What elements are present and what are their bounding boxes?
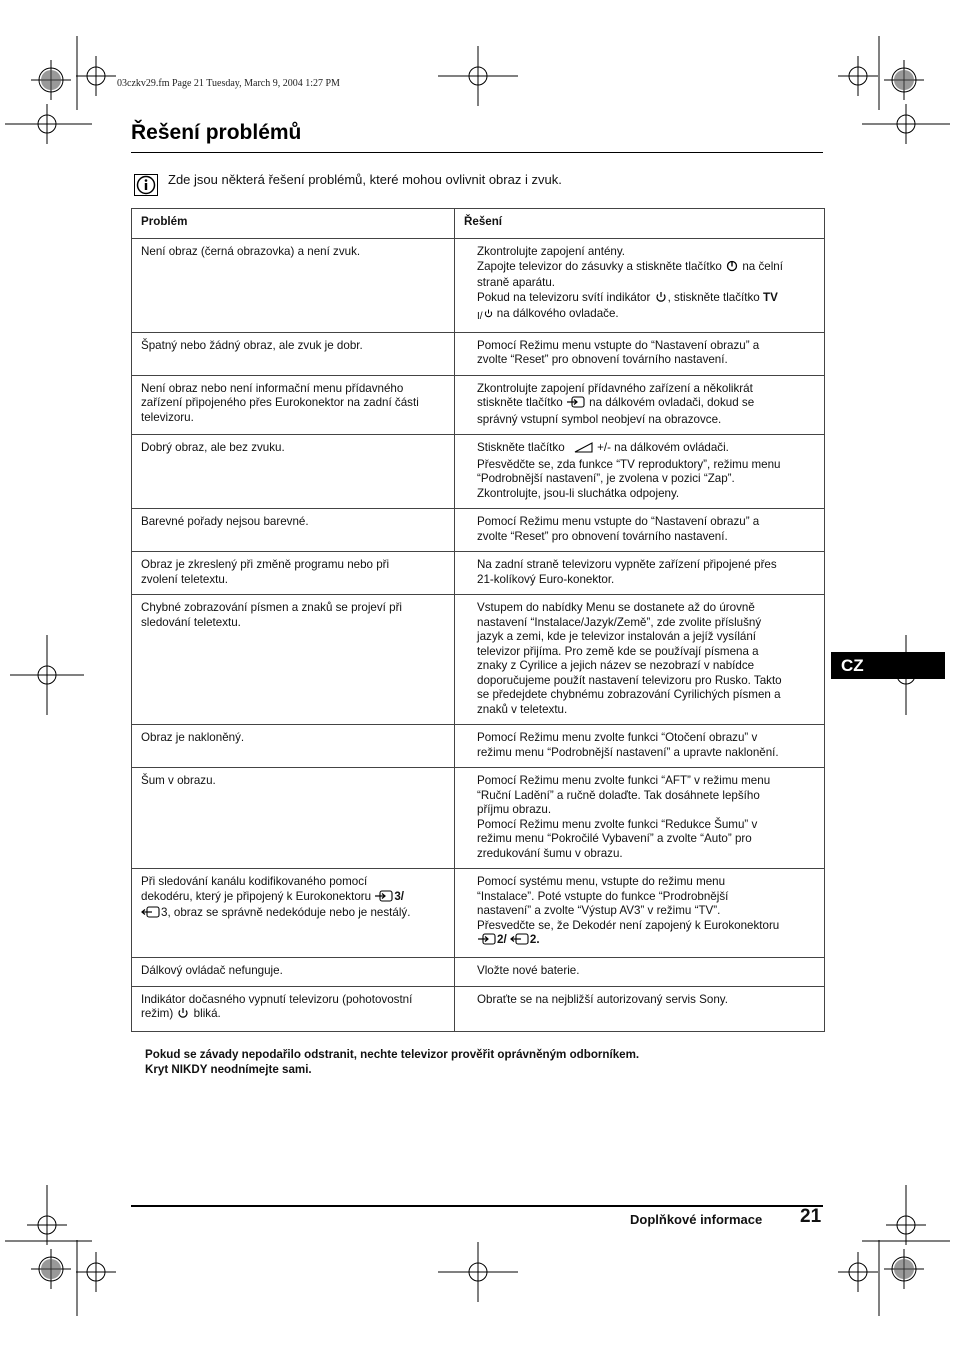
solution-text: Pomocí Režimu menu vstupte do “Nastavení obrazu” a: [477, 515, 760, 528]
solution-text: Pomocí Režimu menu zvolte funkci “AFT” v režimu menu: [477, 774, 771, 787]
solution-text: správný vstupní symbol neobjeví na obrazovce.: [477, 412, 722, 426]
problem-text: Chybné zobrazování písmen a znaků se projeví při: [141, 601, 403, 614]
solution-cell: [455, 986, 825, 1031]
standby-icon: [176, 1007, 190, 1024]
table-row: [132, 986, 825, 1031]
solution-cell: [455, 957, 825, 986]
solution-cell: [455, 375, 825, 435]
solution-text: Pomocí systému menu, vstupte do režimu menu: [477, 875, 726, 888]
solution-text: příjmu obrazu.: [477, 803, 552, 816]
problem-text: Indikátor dočasného vypnutí televizoru (pohotovostní: [141, 992, 413, 1006]
solution-text: Zkontrolujte zapojení antény.: [477, 245, 626, 258]
solution-text: straně aparátu.: [477, 276, 555, 289]
solution-text: Obraťte se na nejbližší autorizovaný servis Sony.: [477, 992, 728, 1006]
solution-text: nastavení” a zvolte “Výstup AV3” v režimu “TV”.: [477, 904, 721, 917]
problem-text: 3/: [394, 889, 404, 903]
standby-icon: [654, 291, 668, 308]
solution-text: na dálkovém ovladači, dokud se: [589, 396, 755, 409]
solution-text: Pomocí Režimu menu zvolte funkci “Otočení obrazu” v: [477, 731, 758, 744]
problem-cell: [132, 239, 455, 333]
solution-text: 2.: [529, 933, 540, 946]
problem-text: Šum v obrazu.: [141, 774, 216, 787]
table-row: [132, 332, 825, 375]
problem-text: režim): [141, 1007, 174, 1020]
scart-output-icon: [510, 933, 530, 950]
problem-text: Obraz je zkreslený při změně programu nebo při: [141, 558, 390, 571]
table-row: [132, 552, 825, 595]
column-header-problem: Problém: [132, 209, 455, 239]
solution-cell: [455, 768, 825, 869]
solution-text: zvolte “Reset” pro obnovení továrního nastavení.: [477, 353, 728, 366]
problem-text: Není obraz (černá obrazovka) a není zvuk.: [141, 245, 361, 258]
volume-icon: [574, 442, 594, 458]
footer-divider: [131, 1205, 823, 1207]
solution-text: 2/: [497, 933, 507, 946]
troubleshooting-table: [131, 208, 825, 1032]
tv-button-label: TV: [762, 290, 778, 304]
solution-text: Zkontrolujte zapojení přídavného zařízení a několikrát: [477, 381, 753, 395]
solution-text: Vložte nové baterie.: [477, 963, 580, 977]
scart-input-icon: [477, 933, 497, 950]
language-tab: CZ: [831, 652, 945, 679]
solution-cell: [455, 435, 825, 509]
solution-text: zredukování šumu v obrazu.: [477, 846, 623, 860]
solution-text: nastavení “Instalace/Jazyk/Země”, zde zvolite příslušný: [477, 615, 762, 629]
problem-cell: [132, 435, 455, 509]
problem-cell: [132, 986, 455, 1031]
problem-text: televizoru.: [141, 410, 194, 424]
solution-text: jazyk a zemi, kde je televizor instalován a jejíž vysílání: [477, 630, 757, 643]
solution-text: 21-kolíkový Euro-konektor.: [477, 572, 615, 586]
problem-text: Dálkový ovládač nefunguje.: [141, 963, 283, 977]
solution-cell: [455, 725, 825, 768]
problem-cell: [132, 725, 455, 768]
problem-text: zařízení připojeného přes Eurokonektor na zadní části: [141, 396, 419, 409]
scart-input-icon: [374, 890, 394, 907]
note-line: Kryt NIKDY neodnímejte sami.: [145, 1063, 312, 1076]
scart-output-icon: [141, 906, 161, 923]
solution-text: znaků v teletextu.: [477, 702, 568, 716]
solution-cell: [455, 509, 825, 552]
solution-text: Vstupem do nabídky Menu se dostanete až do úrovně: [477, 601, 755, 614]
table-row: [132, 869, 825, 958]
power-icon: [725, 260, 739, 277]
problem-text: Špatný nebo žádný obraz, ale zvuk je dobr.: [141, 338, 363, 352]
standby-icon: I/: [477, 308, 494, 325]
solution-cell: [455, 239, 825, 333]
problem-text: sledování teletextu.: [141, 615, 241, 629]
table-row: [132, 239, 825, 333]
table-header-row: [132, 209, 825, 239]
problem-cell: [132, 375, 455, 435]
problem-text: Obraz je nakloněný.: [141, 731, 245, 744]
solution-cell: [455, 869, 825, 958]
solution-text: zvolte “Reset” pro obnovení továrního nastavení.: [477, 529, 728, 543]
solution-text: , stiskněte tlačítko: [667, 290, 760, 304]
table-row: [132, 435, 825, 509]
solution-cell: [455, 595, 825, 725]
solution-text: Pokud na televizoru svítí indikátor: [477, 290, 651, 304]
solution-text: doporučujeme použít nastavení televizoru pro Rusko. Takto: [477, 673, 782, 687]
footer-section-title: Doplňkové informace: [630, 1212, 763, 1227]
solution-text: Přesvedčte se, že Dekodér není zapojený k Eurokonektoru: [477, 918, 780, 932]
solution-cell: [455, 332, 825, 375]
title-divider: [131, 152, 823, 153]
solution-text: Přesvědčte se, zda funkce “TV reproduktory”, režimu menu: [477, 457, 781, 471]
problem-cell: [132, 509, 455, 552]
solution-text: Na zadní straně televizoru vypněte zařízení připojené přes: [477, 558, 777, 571]
solution-text: “Instalace”. Poté vstupte do funkce “Prodrobnější: [477, 889, 729, 903]
warning-note: [145, 1047, 639, 1077]
solution-text: Zkontrolujte, jsou-li sluchátka odpojeny.: [477, 486, 680, 500]
problem-text: zvolení teletextu.: [141, 572, 229, 586]
solution-text: Pomocí Režimu menu vstupte do “Nastavení obrazu” a: [477, 338, 760, 352]
table-row: [132, 375, 825, 435]
intro-text: Zde jsou některá řešení problémů, které mohou ovlivnit obraz i zvuk.: [168, 172, 562, 187]
problem-text: Není obraz nebo není informační menu přídavného: [141, 381, 404, 395]
solution-text: na dálkového ovladače.: [496, 307, 619, 320]
note-line: Pokud se závady nepodařilo odstranit, nechte televizor prověřit oprávněným odborníkem.: [145, 1048, 640, 1061]
problem-text: Dobrý obraz, ale bez zvuku.: [141, 441, 285, 454]
problem-text: Barevné pořady nejsou barevné.: [141, 515, 309, 528]
solution-text: znaky z Cyrilice a jejich název se nezobrazí v nabídce: [477, 659, 755, 672]
solution-text: Zapojte televizor do zásuvky a stiskněte tlačítko: [477, 259, 722, 273]
table-row: [132, 768, 825, 869]
problem-text: bliká.: [193, 1007, 221, 1020]
solution-text: Pomocí Režimu menu zvolte funkci “Redukce Šumu” v: [477, 817, 758, 831]
problem-cell: [132, 768, 455, 869]
solution-text: stiskněte tlačítko: [477, 396, 563, 409]
table-row: [132, 595, 825, 725]
info-icon: [134, 174, 158, 196]
input-select-icon: [566, 396, 586, 413]
solution-text: režimu menu “Podrobnější nastavení” a upravte naklonění.: [477, 745, 779, 759]
problem-text: dekodéru, který je připojený k Eurokonektoru: [141, 889, 372, 903]
solution-text: se předejdete chybnému zobrazování Cyrilichých písmen a: [477, 688, 781, 701]
page-number: 21: [800, 1206, 822, 1227]
table-row: [132, 725, 825, 768]
page-title: Řešení problémů: [131, 121, 302, 144]
problem-cell: [132, 957, 455, 986]
solution-text: “Podrobnější nastavení”, je zvolena v pozici “Zap”.: [477, 472, 735, 485]
column-header-solution: Řešení: [455, 209, 825, 239]
problem-cell: [132, 332, 455, 375]
solution-text: režimu menu “Pokročilé Vybavení” a zvolte “Auto” pro: [477, 832, 752, 845]
solution-cell: [455, 552, 825, 595]
table-row: [132, 957, 825, 986]
solution-text: Stiskněte tlačítko: [477, 441, 565, 454]
solution-text: +/- na dálkovém ovládači.: [597, 441, 729, 454]
table-row: [132, 509, 825, 552]
problem-text: 3, obraz se správně nedekóduje nebo je nestálý.: [161, 906, 411, 919]
problem-cell: [132, 595, 455, 725]
problem-text: Při sledování kanálu kodifikovaného pomocí: [141, 875, 368, 888]
solution-text: televizor přijíma. Pro země kde se používají písmena a: [477, 644, 759, 658]
solution-text: “Ruční Ladění” a ručně dolaďte. Tak dosáhnete lepšího: [477, 788, 760, 802]
problem-cell: [132, 552, 455, 595]
file-header: 03czkv29.fm Page 21 Tuesday, March 9, 2004 1:27 PM: [117, 78, 340, 89]
problem-cell: [132, 869, 455, 958]
solution-text: na čelní: [742, 259, 783, 273]
